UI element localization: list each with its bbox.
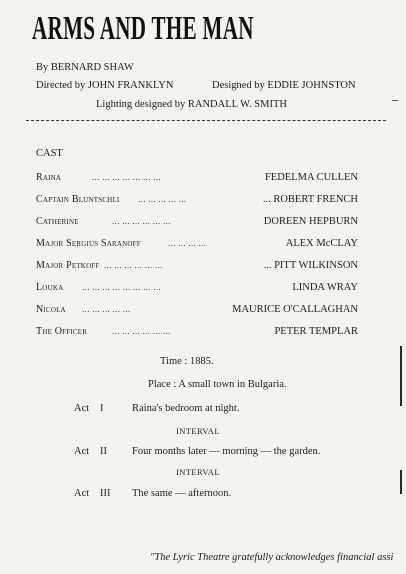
cast-row (36, 216, 358, 230)
leader-dots: ... ... ... ... ... ... ... ... (82, 282, 162, 292)
act-number: I (100, 403, 104, 414)
cast-actor: PETER TEMPLAR (274, 326, 358, 337)
cast-row (36, 282, 358, 296)
cast-row (36, 260, 358, 274)
leader-dots: ... ... ... ... ... (138, 194, 187, 204)
designer-credit: Designed by EDDIE JOHNSTON (212, 80, 356, 91)
cast-heading: CAST (36, 148, 63, 159)
cast-row (36, 326, 358, 340)
cast-role: Nicola (36, 304, 66, 315)
cast-role: Catherine (36, 216, 79, 227)
cast-row (36, 304, 358, 318)
cast-role: Louka (36, 282, 64, 293)
cast-actor: ALEX McCLAY (285, 238, 358, 249)
cast-role: Major Sergius Saranoff (36, 238, 141, 249)
page-edge-shadow (400, 470, 402, 494)
section-divider (26, 120, 386, 121)
cast-row (36, 238, 358, 252)
cast-actor: ... ROBERT FRENCH (262, 194, 358, 205)
cast-role: Raina (36, 172, 62, 183)
act-description: The same — afternoon. (132, 488, 232, 499)
cast-actor: LINDA WRAY (292, 282, 358, 293)
interval-label: INTERVAL (176, 467, 220, 477)
act-number: III (100, 488, 111, 499)
leader-dots: ... ... ... ... ... ... (112, 326, 171, 336)
cast-actor: FEDELMA CULLEN (264, 172, 358, 183)
cast-actor: MAURICE O'CALLAGHAN (232, 304, 358, 315)
cast-actor: ... PITT WILKINSON (263, 260, 358, 271)
act-description: Four months later — morning — the garden. (132, 446, 321, 457)
act-label: Act (74, 488, 90, 499)
lighting-credit: Lighting designed by RANDALL W. SMITH (96, 99, 287, 110)
interval-label: INTERVAL (176, 426, 220, 436)
time-line: Time : 1885. (160, 356, 214, 367)
act-description: Raina's bedroom at night. (132, 403, 240, 414)
leader-dots: ... ... ... ... (168, 238, 207, 248)
act-label: Act (74, 446, 90, 457)
margin-mark (392, 100, 398, 101)
cast-actor: DOREEN HEPBURN (263, 216, 358, 227)
cast-role: Captain Bluntschli (36, 194, 120, 205)
leader-dots: ... ... ... ... ... (82, 304, 131, 314)
cast-row (36, 194, 358, 208)
act-label: Act (74, 403, 90, 414)
leader-dots: ... ... ... ... ... ... (112, 216, 171, 226)
leader-dots: ... ... ... ... ... ... (104, 260, 163, 270)
acknowledgement-note: "The Lyric Theatre gratefully acknowledges financial assi (150, 552, 394, 563)
page-edge-shadow (400, 346, 402, 406)
cast-role: Major Petkoff (36, 260, 100, 271)
cast-role: The Officer (36, 326, 88, 337)
act-number: II (100, 446, 107, 457)
author-credit: By BERNARD SHAW (36, 62, 134, 73)
cast-row (36, 172, 358, 186)
play-title: ARMS AND THE MAN (32, 10, 254, 47)
place-line: Place : A small town in Bulgaria. (148, 379, 287, 390)
leader-dots: ... ... ... ... ... ... ... (92, 172, 161, 182)
director-credit: Directed by JOHN FRANKLYN (36, 80, 174, 91)
